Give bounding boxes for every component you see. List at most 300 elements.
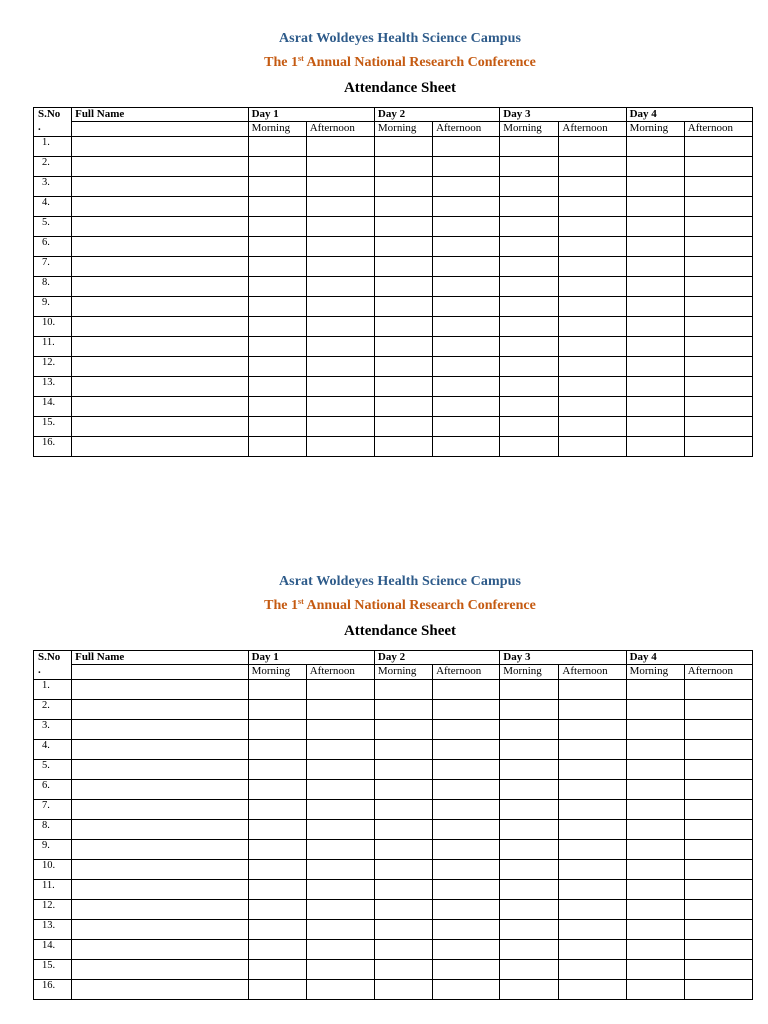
attendance-cell[interactable] <box>626 257 684 277</box>
attendance-cell[interactable] <box>374 137 432 157</box>
attendance-cell[interactable] <box>306 377 374 397</box>
attendance-cell[interactable] <box>626 840 684 860</box>
attendance-cell[interactable] <box>374 820 432 840</box>
serial-number: 7. <box>34 257 72 277</box>
attendance-cell[interactable] <box>374 197 432 217</box>
attendance-cell[interactable] <box>500 317 559 337</box>
attendance-cell[interactable] <box>374 277 432 297</box>
attendance-cell[interactable] <box>684 980 752 1000</box>
attendance-cell[interactable] <box>559 437 626 457</box>
sno-header-label: S.No <box>38 108 61 120</box>
name-cell[interactable] <box>72 740 248 760</box>
conference-suffix: Annual National Research Conference <box>303 598 536 613</box>
attendance-cell[interactable] <box>559 357 626 377</box>
attendance-cell[interactable] <box>626 357 684 377</box>
attendance-cell[interactable] <box>306 880 374 900</box>
attendance-cell[interactable] <box>500 277 559 297</box>
attendance-cell[interactable] <box>626 760 684 780</box>
attendance-cell[interactable] <box>433 860 500 880</box>
attendance-cell[interactable] <box>626 920 684 940</box>
attendance-cell[interactable] <box>684 397 752 417</box>
attendance-cell[interactable] <box>500 217 559 237</box>
attendance-cell[interactable] <box>684 217 752 237</box>
attendance-cell[interactable] <box>374 740 432 760</box>
attendance-cell[interactable] <box>248 980 306 1000</box>
attendance-cell[interactable] <box>433 900 500 920</box>
attendance-cell[interactable] <box>433 840 500 860</box>
attendance-cell[interactable] <box>433 960 500 980</box>
attendance-cell[interactable] <box>626 720 684 740</box>
attendance-cell[interactable] <box>248 760 306 780</box>
attendance-cell[interactable] <box>500 860 559 880</box>
attendance-cell[interactable] <box>248 417 306 437</box>
attendance-cell[interactable] <box>626 880 684 900</box>
attendance-cell[interactable] <box>306 700 374 720</box>
attendance-cell[interactable] <box>626 377 684 397</box>
name-cell[interactable] <box>72 800 248 820</box>
attendance-cell[interactable] <box>306 197 374 217</box>
attendance-cell[interactable] <box>559 780 626 800</box>
serial-number: 4. <box>34 740 72 760</box>
attendance-cell[interactable] <box>374 680 432 700</box>
attendance-cell[interactable] <box>374 760 432 780</box>
attendance-cell[interactable] <box>559 177 626 197</box>
name-cell[interactable] <box>72 900 248 920</box>
attendance-cell[interactable] <box>306 760 374 780</box>
attendance-cell[interactable] <box>684 137 752 157</box>
table-row <box>34 840 753 860</box>
attendance-cell[interactable] <box>433 377 500 397</box>
attendance-cell[interactable] <box>684 317 752 337</box>
name-cell[interactable] <box>72 317 248 337</box>
attendance-cell[interactable] <box>500 357 559 377</box>
attendance-cell[interactable] <box>248 680 306 700</box>
attendance-cell[interactable] <box>306 740 374 760</box>
attendance-cell[interactable] <box>433 940 500 960</box>
attendance-cell[interactable] <box>559 840 626 860</box>
attendance-cell[interactable] <box>684 900 752 920</box>
name-cell[interactable] <box>72 680 248 700</box>
attendance-cell[interactable] <box>626 397 684 417</box>
attendance-cell[interactable] <box>248 900 306 920</box>
attendance-cell[interactable] <box>248 860 306 880</box>
attendance-cell[interactable] <box>684 297 752 317</box>
attendance-cell[interactable] <box>500 740 559 760</box>
campus-name: Asrat Woldeyes Health Science Campus <box>278 31 522 46</box>
attendance-cell[interactable] <box>248 960 306 980</box>
attendance-cell[interactable] <box>433 700 500 720</box>
attendance-cell[interactable] <box>248 780 306 800</box>
attendance-cell[interactable] <box>626 680 684 700</box>
attendance-cell[interactable] <box>500 437 559 457</box>
attendance-cell[interactable] <box>374 317 432 337</box>
attendance-cell[interactable] <box>626 177 684 197</box>
attendance-cell[interactable] <box>684 197 752 217</box>
attendance-cell[interactable] <box>248 357 306 377</box>
attendance-cell[interactable] <box>626 137 684 157</box>
attendance-cell[interactable] <box>500 820 559 840</box>
table-row <box>34 197 753 217</box>
attendance-cell[interactable] <box>626 157 684 177</box>
attendance-cell[interactable] <box>559 257 626 277</box>
attendance-cell[interactable] <box>248 237 306 257</box>
attendance-cell[interactable] <box>374 157 432 177</box>
attendance-cell[interactable] <box>626 337 684 357</box>
attendance-cell[interactable] <box>500 840 559 860</box>
attendance-cell[interactable] <box>248 177 306 197</box>
attendance-cell[interactable] <box>433 920 500 940</box>
attendance-cell[interactable] <box>374 177 432 197</box>
attendance-cell[interactable] <box>374 297 432 317</box>
attendance-cell[interactable] <box>684 357 752 377</box>
attendance-cell[interactable] <box>374 880 432 900</box>
attendance-cell[interactable] <box>374 720 432 740</box>
attendance-cell[interactable] <box>433 800 500 820</box>
name-cell[interactable] <box>72 237 248 257</box>
attendance-cell[interactable] <box>559 680 626 700</box>
attendance-cell[interactable] <box>248 137 306 157</box>
attendance-cell[interactable] <box>306 437 374 457</box>
name-cell[interactable] <box>72 760 248 780</box>
attendance-cell[interactable] <box>433 237 500 257</box>
attendance-cell[interactable] <box>433 760 500 780</box>
attendance-cell[interactable] <box>684 800 752 820</box>
name-cell[interactable] <box>72 880 248 900</box>
attendance-cell[interactable] <box>559 137 626 157</box>
attendance-cell[interactable] <box>248 820 306 840</box>
attendance-cell[interactable] <box>559 720 626 740</box>
attendance-cell[interactable] <box>433 357 500 377</box>
name-cell[interactable] <box>72 297 248 317</box>
attendance-cell[interactable] <box>500 920 559 940</box>
name-cell[interactable] <box>72 257 248 277</box>
attendance-cell[interactable] <box>684 940 752 960</box>
attendance-cell[interactable] <box>684 277 752 297</box>
attendance-cell[interactable] <box>559 940 626 960</box>
attendance-cell[interactable] <box>433 297 500 317</box>
attendance-cell[interactable] <box>500 960 559 980</box>
attendance-cell[interactable] <box>500 137 559 157</box>
attendance-cell[interactable] <box>500 197 559 217</box>
attendance-cell[interactable] <box>559 417 626 437</box>
attendance-cell[interactable] <box>626 317 684 337</box>
attendance-cell[interactable] <box>500 337 559 357</box>
attendance-cell[interactable] <box>433 177 500 197</box>
attendance-cell[interactable] <box>500 980 559 1000</box>
attendance-cell[interactable] <box>559 800 626 820</box>
name-cell[interactable] <box>72 377 248 397</box>
name-cell[interactable] <box>72 197 248 217</box>
name-cell[interactable] <box>72 397 248 417</box>
attendance-cell[interactable] <box>626 237 684 257</box>
attendance-cell[interactable] <box>306 257 374 277</box>
serial-number: 5. <box>34 217 72 237</box>
attendance-cell[interactable] <box>626 197 684 217</box>
day-header: Day 4 <box>626 108 752 122</box>
attendance-cell[interactable] <box>248 700 306 720</box>
attendance-cell[interactable] <box>433 317 500 337</box>
attendance-cell[interactable] <box>500 397 559 417</box>
attendance-cell[interactable] <box>559 277 626 297</box>
attendance-cell[interactable] <box>433 277 500 297</box>
attendance-cell[interactable] <box>559 900 626 920</box>
attendance-cell[interactable] <box>684 840 752 860</box>
attendance-cell[interactable] <box>559 960 626 980</box>
attendance-cell[interactable] <box>433 437 500 457</box>
attendance-cell[interactable] <box>248 377 306 397</box>
attendance-cell[interactable] <box>374 257 432 277</box>
attendance-cell[interactable] <box>626 960 684 980</box>
attendance-cell[interactable] <box>559 297 626 317</box>
name-cell[interactable] <box>72 700 248 720</box>
attendance-cell[interactable] <box>433 217 500 237</box>
attendance-cell[interactable] <box>684 920 752 940</box>
name-cell[interactable] <box>72 277 248 297</box>
attendance-cell[interactable] <box>433 740 500 760</box>
attendance-cell[interactable] <box>306 277 374 297</box>
attendance-cell[interactable] <box>306 860 374 880</box>
name-cell[interactable] <box>72 137 248 157</box>
attendance-cell[interactable] <box>684 337 752 357</box>
attendance-cell[interactable] <box>306 217 374 237</box>
attendance-cell[interactable] <box>626 417 684 437</box>
attendance-cell[interactable] <box>374 860 432 880</box>
attendance-cell[interactable] <box>433 137 500 157</box>
attendance-cell[interactable] <box>306 980 374 1000</box>
attendance-cell[interactable] <box>559 880 626 900</box>
attendance-cell[interactable] <box>306 800 374 820</box>
attendance-cell[interactable] <box>626 980 684 1000</box>
attendance-cell[interactable] <box>559 820 626 840</box>
attendance-cell[interactable] <box>433 337 500 357</box>
name-cell[interactable] <box>72 720 248 740</box>
attendance-cell[interactable] <box>248 940 306 960</box>
attendance-cell[interactable] <box>626 940 684 960</box>
attendance-cell[interactable] <box>626 800 684 820</box>
attendance-cell[interactable] <box>684 820 752 840</box>
attendance-cell[interactable] <box>374 960 432 980</box>
attendance-cell[interactable] <box>626 437 684 457</box>
attendance-cell[interactable] <box>500 257 559 277</box>
attendance-cell[interactable] <box>374 900 432 920</box>
attendance-cell[interactable] <box>248 397 306 417</box>
attendance-cell[interactable] <box>433 257 500 277</box>
name-cell[interactable] <box>72 437 248 457</box>
name-cell[interactable] <box>72 357 248 377</box>
attendance-cell[interactable] <box>684 880 752 900</box>
attendance-cell[interactable] <box>374 780 432 800</box>
attendance-cell[interactable] <box>684 157 752 177</box>
attendance-cell[interactable] <box>500 800 559 820</box>
attendance-cell[interactable] <box>559 397 626 417</box>
attendance-cell[interactable] <box>559 337 626 357</box>
name-cell[interactable] <box>72 940 248 960</box>
attendance-cell[interactable] <box>500 297 559 317</box>
attendance-cell[interactable] <box>559 740 626 760</box>
attendance-cell[interactable] <box>559 760 626 780</box>
attendance-cell[interactable] <box>626 217 684 237</box>
attendance-cell[interactable] <box>248 720 306 740</box>
attendance-cell[interactable] <box>374 437 432 457</box>
attendance-cell[interactable] <box>306 417 374 437</box>
attendance-cell[interactable] <box>306 297 374 317</box>
attendance-cell[interactable] <box>559 920 626 940</box>
attendance-cell[interactable] <box>306 337 374 357</box>
attendance-cell[interactable] <box>433 680 500 700</box>
attendance-cell[interactable] <box>374 377 432 397</box>
attendance-cell[interactable] <box>248 277 306 297</box>
attendance-cell[interactable] <box>248 197 306 217</box>
attendance-cell[interactable] <box>374 920 432 940</box>
attendance-cell[interactable] <box>684 237 752 257</box>
attendance-cell[interactable] <box>500 177 559 197</box>
attendance-cell[interactable] <box>248 880 306 900</box>
attendance-cell[interactable] <box>559 237 626 257</box>
attendance-cell[interactable] <box>559 317 626 337</box>
name-cell[interactable] <box>72 980 248 1000</box>
name-cell[interactable] <box>72 920 248 940</box>
attendance-cell[interactable] <box>500 377 559 397</box>
attendance-cell[interactable] <box>374 337 432 357</box>
attendance-cell[interactable] <box>306 940 374 960</box>
attendance-cell[interactable] <box>306 960 374 980</box>
attendance-cell[interactable] <box>248 337 306 357</box>
attendance-cell[interactable] <box>374 357 432 377</box>
attendance-cell[interactable] <box>684 377 752 397</box>
attendance-cell[interactable] <box>306 720 374 740</box>
attendance-cell[interactable] <box>500 700 559 720</box>
attendance-cell[interactable] <box>306 680 374 700</box>
attendance-cell[interactable] <box>500 237 559 257</box>
attendance-cell[interactable] <box>626 297 684 317</box>
name-cell[interactable] <box>72 960 248 980</box>
attendance-cell[interactable] <box>684 740 752 760</box>
attendance-cell[interactable] <box>500 157 559 177</box>
attendance-cell[interactable] <box>306 317 374 337</box>
attendance-cell[interactable] <box>306 177 374 197</box>
attendance-cell[interactable] <box>626 780 684 800</box>
attendance-cell[interactable] <box>500 720 559 740</box>
name-cell[interactable] <box>72 417 248 437</box>
attendance-cell[interactable] <box>626 820 684 840</box>
attendance-cell[interactable] <box>306 357 374 377</box>
attendance-cell[interactable] <box>626 277 684 297</box>
name-cell[interactable] <box>72 337 248 357</box>
serial-number: 9. <box>34 297 72 317</box>
attendance-cell[interactable] <box>306 820 374 840</box>
attendance-cell[interactable] <box>433 397 500 417</box>
attendance-cell[interactable] <box>374 800 432 820</box>
attendance-cell[interactable] <box>684 760 752 780</box>
attendance-cell[interactable] <box>374 940 432 960</box>
attendance-cell[interactable] <box>306 137 374 157</box>
attendance-cell[interactable] <box>306 397 374 417</box>
attendance-cell[interactable] <box>248 920 306 940</box>
name-cell[interactable] <box>72 860 248 880</box>
attendance-cell[interactable] <box>248 317 306 337</box>
attendance-cell[interactable] <box>626 860 684 880</box>
attendance-cell[interactable] <box>248 840 306 860</box>
attendance-cell[interactable] <box>306 237 374 257</box>
attendance-cell[interactable] <box>433 157 500 177</box>
name-cell[interactable] <box>72 217 248 237</box>
attendance-cell[interactable] <box>374 397 432 417</box>
attendance-cell[interactable] <box>684 860 752 880</box>
attendance-cell[interactable] <box>684 437 752 457</box>
attendance-cell[interactable] <box>684 700 752 720</box>
attendance-cell[interactable] <box>684 680 752 700</box>
attendance-cell[interactable] <box>306 780 374 800</box>
attendance-cell[interactable] <box>433 417 500 437</box>
attendance-cell[interactable] <box>500 780 559 800</box>
attendance-cell[interactable] <box>306 920 374 940</box>
attendance-cell[interactable] <box>684 780 752 800</box>
attendance-cell[interactable] <box>559 980 626 1000</box>
attendance-cell[interactable] <box>559 700 626 720</box>
attendance-cell[interactable] <box>433 880 500 900</box>
attendance-cell[interactable] <box>500 760 559 780</box>
attendance-cell[interactable] <box>433 780 500 800</box>
attendance-cell[interactable] <box>248 297 306 317</box>
name-cell[interactable] <box>72 780 248 800</box>
serial-number: 3. <box>34 720 72 740</box>
attendance-cell[interactable] <box>684 720 752 740</box>
name-cell[interactable] <box>72 177 248 197</box>
attendance-cell[interactable] <box>559 860 626 880</box>
name-cell[interactable] <box>72 840 248 860</box>
attendance-cell[interactable] <box>559 217 626 237</box>
attendance-cell[interactable] <box>559 157 626 177</box>
attendance-cell[interactable] <box>374 840 432 860</box>
attendance-cell[interactable] <box>684 257 752 277</box>
attendance-cell[interactable] <box>248 157 306 177</box>
attendance-cell[interactable] <box>248 437 306 457</box>
attendance-cell[interactable] <box>500 900 559 920</box>
attendance-cell[interactable] <box>306 840 374 860</box>
attendance-cell[interactable] <box>684 177 752 197</box>
session-header: Afternoon <box>684 665 752 680</box>
attendance-cell[interactable] <box>374 700 432 720</box>
name-cell[interactable] <box>72 157 248 177</box>
attendance-cell[interactable] <box>684 960 752 980</box>
attendance-cell[interactable] <box>684 417 752 437</box>
attendance-cell[interactable] <box>500 680 559 700</box>
attendance-cell[interactable] <box>626 700 684 720</box>
attendance-cell[interactable] <box>626 740 684 760</box>
attendance-cell[interactable] <box>559 377 626 397</box>
attendance-cell[interactable] <box>248 740 306 760</box>
attendance-cell[interactable] <box>306 157 374 177</box>
attendance-cell[interactable] <box>248 800 306 820</box>
attendance-cell[interactable] <box>374 237 432 257</box>
attendance-cell[interactable] <box>500 417 559 437</box>
attendance-cell[interactable] <box>374 417 432 437</box>
attendance-cell[interactable] <box>626 900 684 920</box>
attendance-cell[interactable] <box>433 980 500 1000</box>
attendance-cell[interactable] <box>500 880 559 900</box>
name-cell[interactable] <box>72 820 248 840</box>
attendance-cell[interactable] <box>374 980 432 1000</box>
attendance-cell[interactable] <box>306 900 374 920</box>
attendance-cell[interactable] <box>559 197 626 217</box>
attendance-cell[interactable] <box>248 217 306 237</box>
attendance-cell[interactable] <box>433 720 500 740</box>
attendance-cell[interactable] <box>433 820 500 840</box>
attendance-cell[interactable] <box>433 197 500 217</box>
attendance-cell[interactable] <box>248 257 306 277</box>
attendance-cell[interactable] <box>500 940 559 960</box>
attendance-cell[interactable] <box>374 217 432 237</box>
